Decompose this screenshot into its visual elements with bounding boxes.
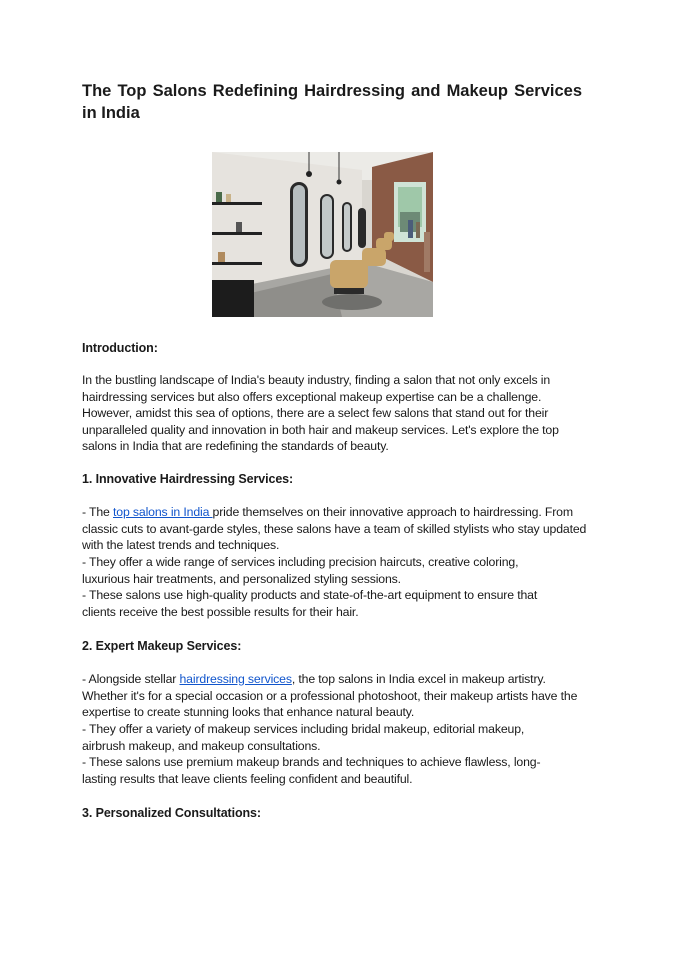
section3-heading: 3. Personalized Consultations:	[82, 806, 261, 820]
section1-point3: - These salons use high-quality products and state-of-the-art equipment to ensure that clients receive the best possible results for their hair.	[82, 588, 538, 619]
section2-point3: - These salons use premium makeup brands and techniques to achieve flawless, long-lasting results that leave clients feeling confident and beautiful.	[82, 755, 541, 786]
hairdressing-services-link[interactable]: hairdressing services	[179, 672, 292, 686]
page-title: The Top Salons Redefining Hairdressing and Makeup Services in India	[82, 82, 582, 122]
section1-heading: 1. Innovative Hairdressing Services:	[82, 472, 294, 486]
section2-point2: - They offer a variety of makeup services including bridal makeup, editorial makeup, airbrush makeup, and makeup consultations.	[82, 722, 525, 753]
section1-point1-lead: - The	[82, 505, 113, 519]
section1-point1-rest: pride themselves on their innovative approach to hairdressing. From classic cuts to avant-garde styles, these salons have a team of skilled stylists who stay updated with the latest trends and techniques.	[82, 505, 587, 552]
section2-point1-lead: - Alongside stellar	[82, 672, 180, 686]
section1-point2: - They offer a wide range of services including precision haircuts, creative coloring, luxurious hair treatments, and personalized styling sessions.	[82, 555, 519, 586]
section1-point1	[82, 504, 597, 554]
top-salons-link[interactable]: top salons in India	[113, 505, 213, 519]
section2-point1	[82, 671, 587, 721]
section2-heading: 2. Expert Makeup Services:	[82, 639, 242, 653]
intro-paragraph: In the bustling landscape of India's beauty industry, finding a salon that not only excels in hairdressing services but also offers exceptional makeup expertise can be a challenge. However, amidst this sea of options, there are a select few salons that stand out for their unparalleled quality and innovation in both hair and makeup services. Let's explore the top salons in India that are redefining the standards of beauty.	[82, 373, 559, 453]
intro-heading: Introduction:	[82, 341, 158, 355]
salon-photo	[212, 152, 433, 317]
section2-point1-rest: , the top salons in India excel in makeup artistry. Whether it's for a special occasion or a professional photoshoot, their makeup artists have the expertise to create stunning looks that enhance natural beauty.	[82, 672, 578, 719]
